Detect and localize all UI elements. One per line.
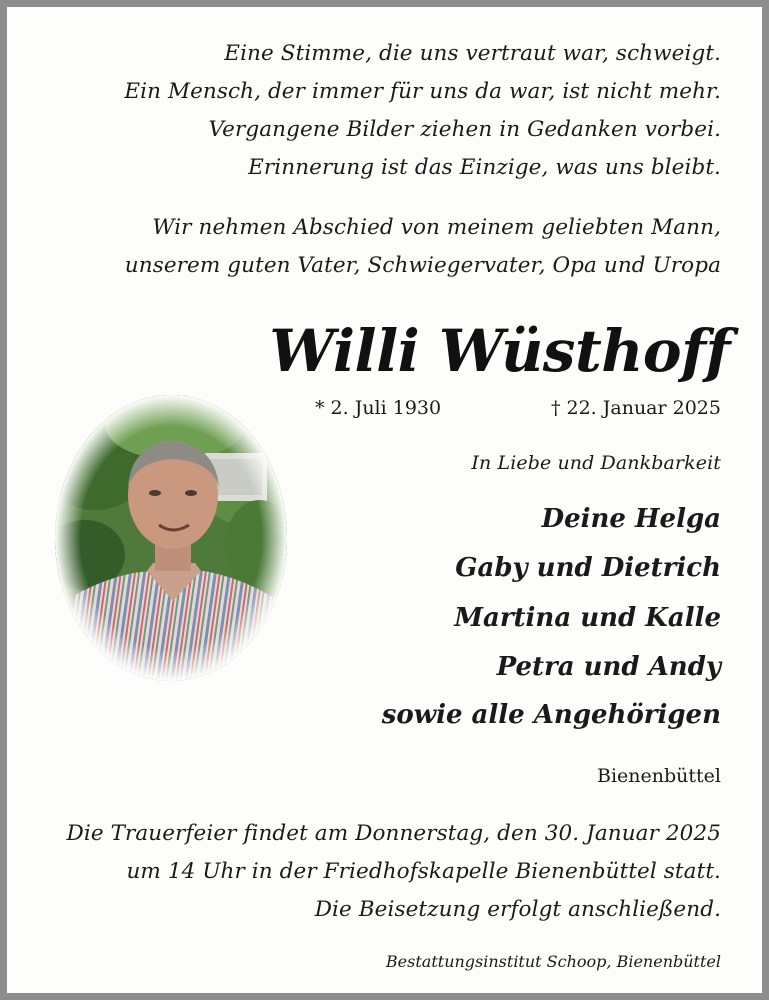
family-line: Petra und Andy (496, 652, 721, 682)
poem-line: Eine Stimme, die uns vertraut war, schweigt. (224, 41, 721, 66)
poem-line: Erinnerung ist das Einzige, was uns bleibt. (248, 155, 721, 180)
birth-date: * 2. Juli 1930 (315, 397, 442, 419)
undertaker: Bestattungsinstitut Schoop, Bienenbüttel (385, 952, 721, 971)
family-line: Martina und Kalle (454, 603, 721, 633)
portrait-photo (55, 395, 287, 681)
farewell-line: Wir nehmen Abschied von meinem geliebten Mann, (152, 215, 721, 240)
dedication: In Liebe und Dankbarkeit (471, 452, 721, 474)
deceased-name: Willi Wüsthoff (269, 317, 730, 385)
service-line: Die Trauerfeier findet am Donnerstag, den 30. Januar 2025 (66, 821, 721, 846)
family-line: Deine Helga (541, 504, 721, 534)
family-line: sowie alle Angehörigen (381, 700, 721, 730)
service-line: Die Beisetzung erfolgt anschließend. (314, 897, 721, 922)
family-line: Gaby und Dietrich (455, 553, 721, 583)
obituary-notice (7, 7, 762, 993)
service-line: um 14 Uhr in der Friedhofskapelle Bienenbüttel statt. (126, 859, 721, 884)
death-date: † 22. Januar 2025 (550, 397, 721, 419)
poem-line: Ein Mensch, der immer für uns da war, ist nicht mehr. (124, 79, 721, 104)
place: Bienenbüttel (597, 765, 721, 787)
farewell-line: unserem guten Vater, Schwiegervater, Opa und Uropa (124, 253, 721, 278)
poem-line: Vergangene Bilder ziehen in Gedanken vorbei. (208, 117, 721, 142)
